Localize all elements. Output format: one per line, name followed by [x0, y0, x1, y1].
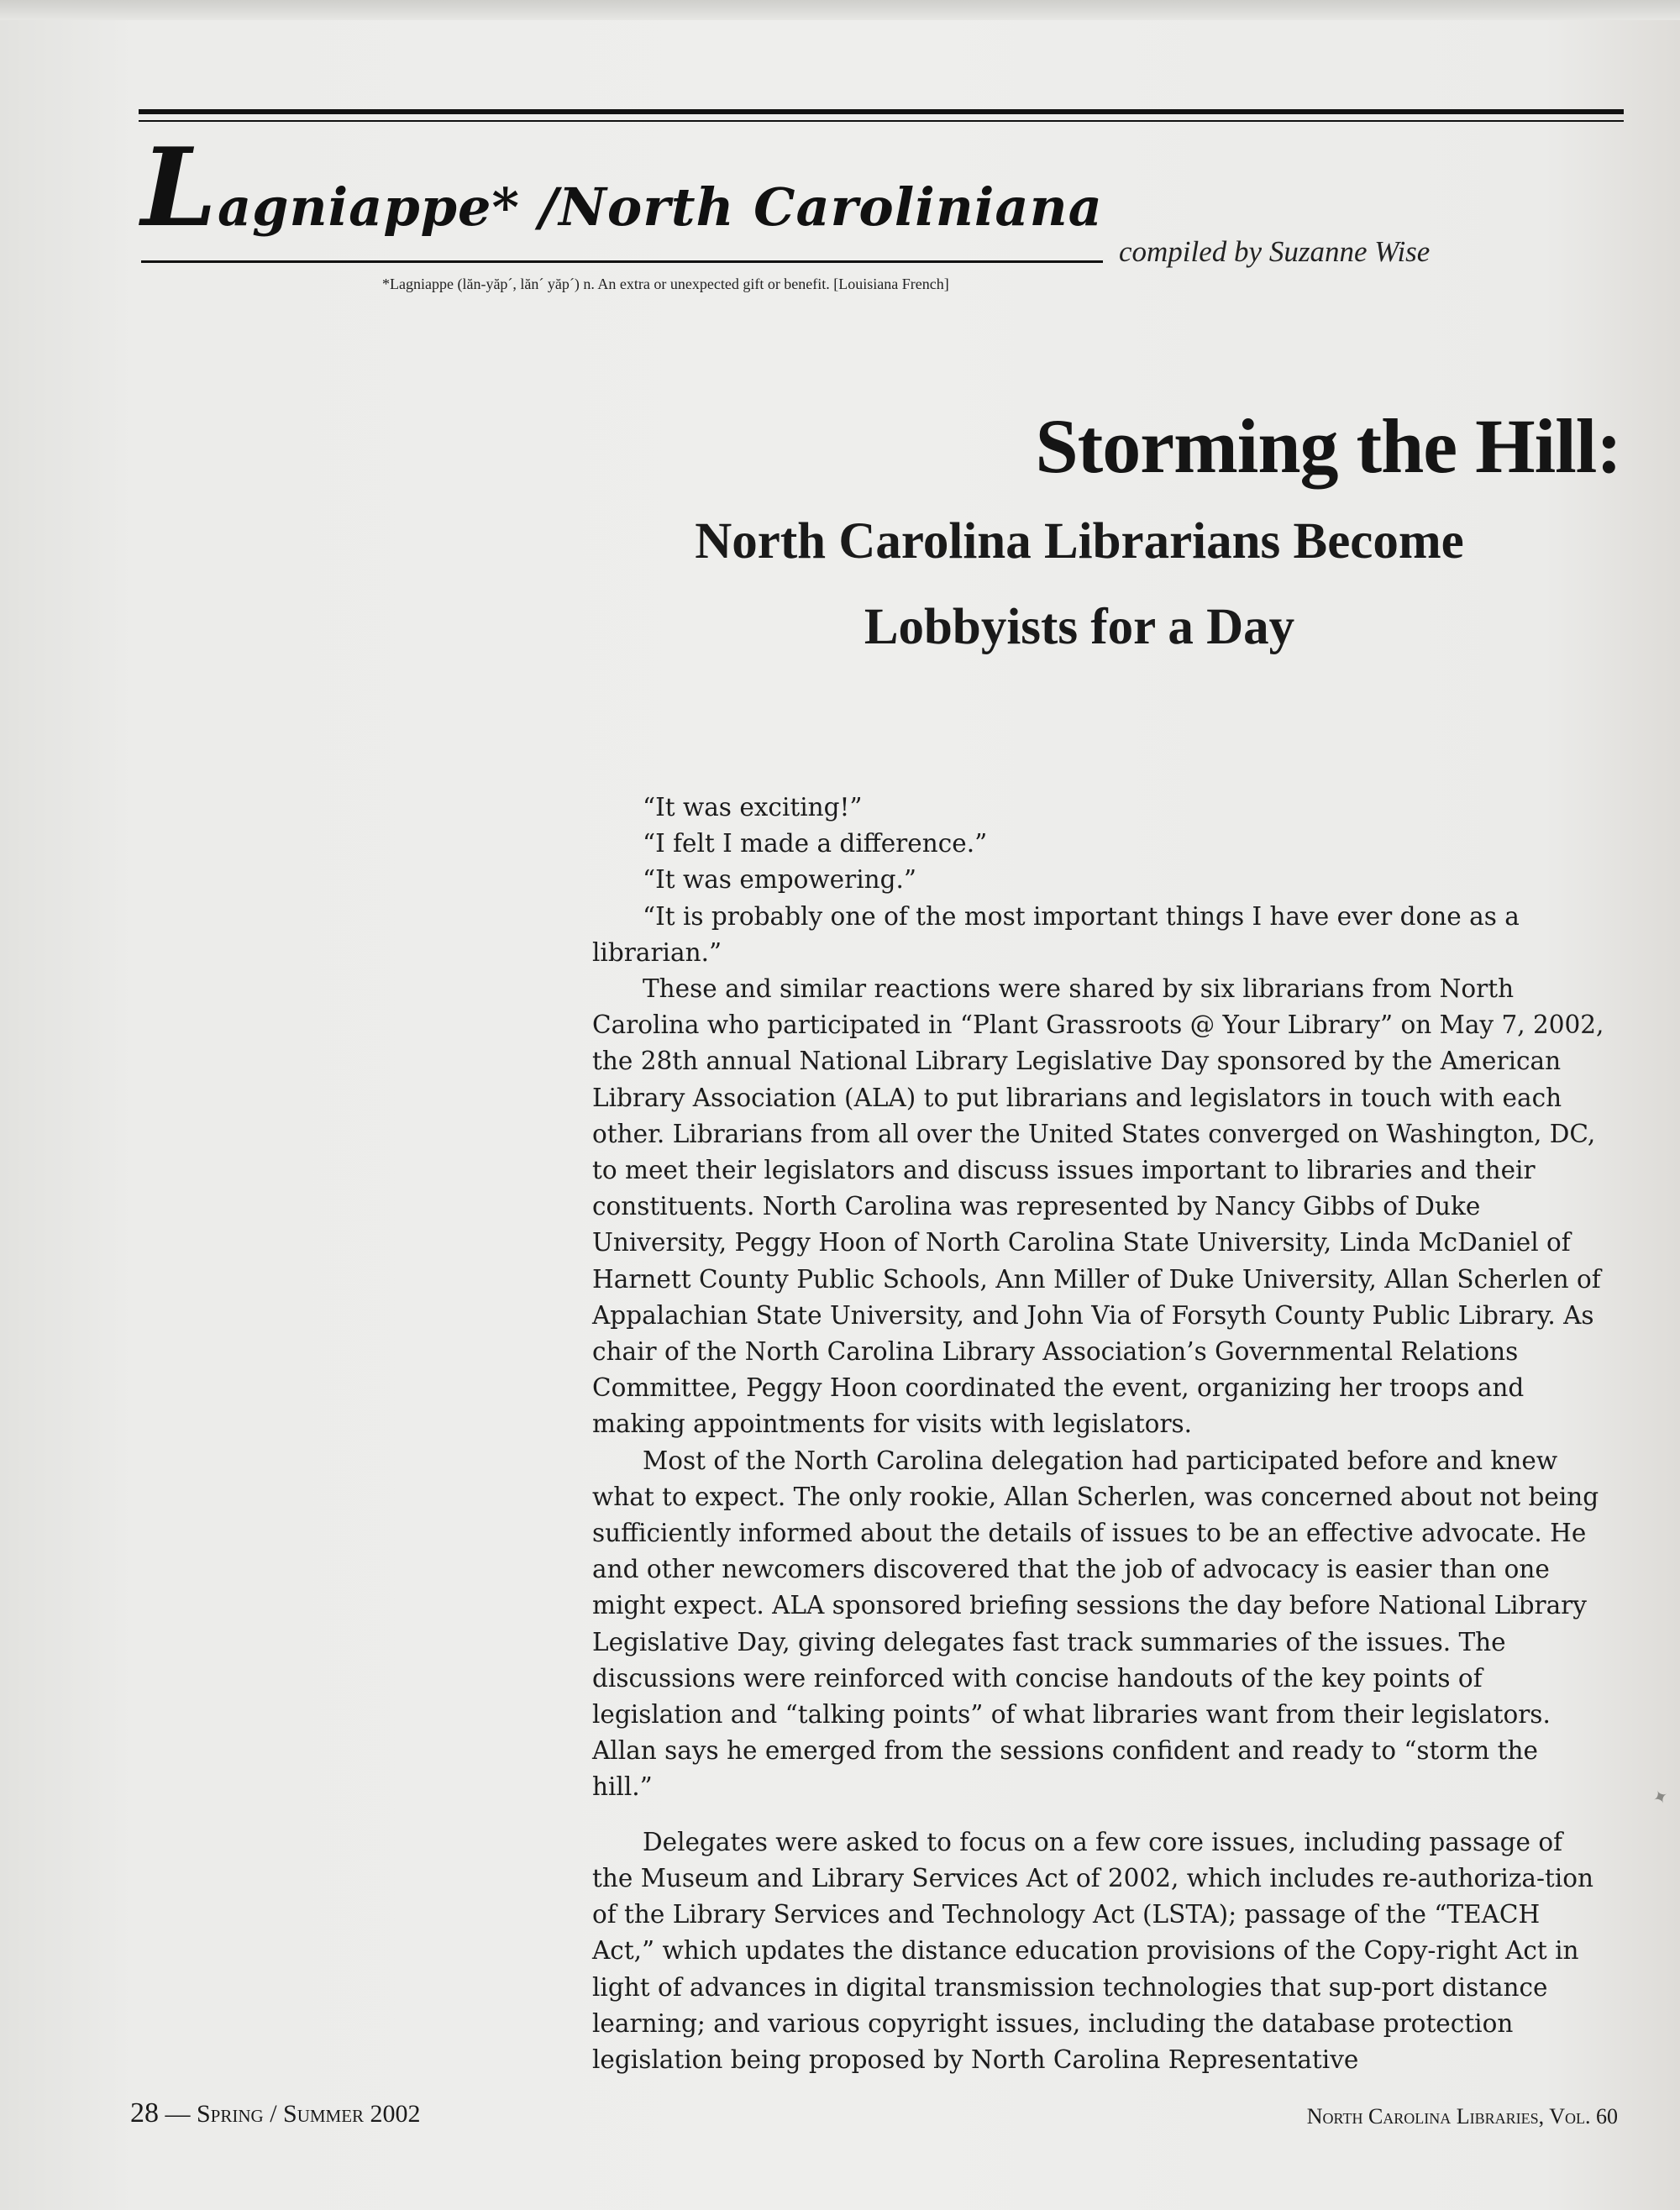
page-top-edge [0, 0, 1680, 20]
page-number: 28 [130, 2097, 159, 2129]
footer-season: Spring / Summer 2002 [197, 2100, 421, 2128]
footer-dash: — [165, 2100, 191, 2128]
column-title-separator: / [538, 176, 559, 238]
article-body [592, 790, 1604, 2078]
column-title-second: North Caroliniana [559, 176, 1103, 238]
compiled-by-credit: compiled by Suzanne Wise [1119, 235, 1431, 268]
quote-paragraph: “I felt I made a difference.” [643, 829, 988, 858]
header-rule-thick [139, 109, 1624, 114]
body-paragraph: These and similar reactions were shared by six librarians from North Carolina who participated in “Plant Grassroots @ Your Library” on May 7, 2002, the 28th annual National Library Legislative Day sponsored by the American Library Association (ALA) to put librarians and legislators in touch with each other. Librarians from all over the United States converged on Washington, DC, to meet their legislators and discuss issues important to libraries and their constituents. North Carolina was represented by Nancy Gibbs of Duke University, Peggy Hoon of North Carolina State University, Linda McDaniel of Harnett County Public Schools, Ann Miller of Duke University, Allan Scherlen of Appalachian State University, and John Via of Forsyth County Public Library. As chair of the North Carolina Library Association’s Governmental Relations Committee, Peggy Hoon coordinated the event, organizing her troops and making appointments for visits with legislators. [592, 974, 1604, 1439]
quote-paragraph: “It was exciting!” [643, 793, 863, 822]
header-rule-thin [139, 120, 1624, 122]
scan-mark-icon: ✦ [1649, 1785, 1672, 1811]
article-subhead-line2: Lobbyists for a Day [864, 599, 1295, 655]
quote-paragraph: “It is probably one of the most important things I have ever done as a librarian.” [592, 901, 1520, 967]
quote-paragraph: “It was empowering.” [643, 865, 916, 895]
column-title-rest: agniappe [218, 176, 492, 238]
column-title-initial: L [141, 125, 218, 251]
column-title-asterisk: * [491, 176, 520, 238]
column-title [141, 125, 1103, 251]
body-paragraph: Most of the North Carolina delegation had participated before and knew what to expect. The only rookie, Allan Scherlen, was concerned about not being sufficiently informed about the details of issues to be an effective advocate. He and other newcomers discovered that the job of advocacy is easier than one might expect. ALA sponsored briefing sessions the day before National Library Legislative Day, giving delegates fast track summaries of the issues. The discussions were reinforced with concise handouts of the key points of legislation and “talking points” of what libraries want from their legislators. Allan says he emerged from the sessions confident and ready to “storm the hill.” [592, 1446, 1599, 1802]
column-title-underline [141, 260, 1103, 263]
body-paragraph: Delegates were asked to focus on a few core issues, including passage of the Museum and Library Services Act of 2002, which includes re-authoriza-tion of the Library Services and Technology Act (LSTA); passage of the “TEACH Act,” which updates the distance education provisions of the Copy-right Act in light of advances in digital transmission technologies that sup-port distance learning; and various copyright issues, including the database protection legislation being proposed by North Carolina Representative [592, 1827, 1593, 2074]
article-subhead-line1: North Carolina Librarians Become [695, 513, 1464, 570]
lagniappe-definition: *Lagniappe (lăn-yăp´, lăn´ yăp´) n. An extra or unexpected gift or benefit. [Louisiana French] [382, 276, 949, 292]
footer-page-info [130, 2097, 421, 2129]
footer-publication: North Carolina Libraries, Vol. 60 [1306, 2104, 1618, 2129]
article-headline: Storming the Hill: [1035, 403, 1621, 489]
